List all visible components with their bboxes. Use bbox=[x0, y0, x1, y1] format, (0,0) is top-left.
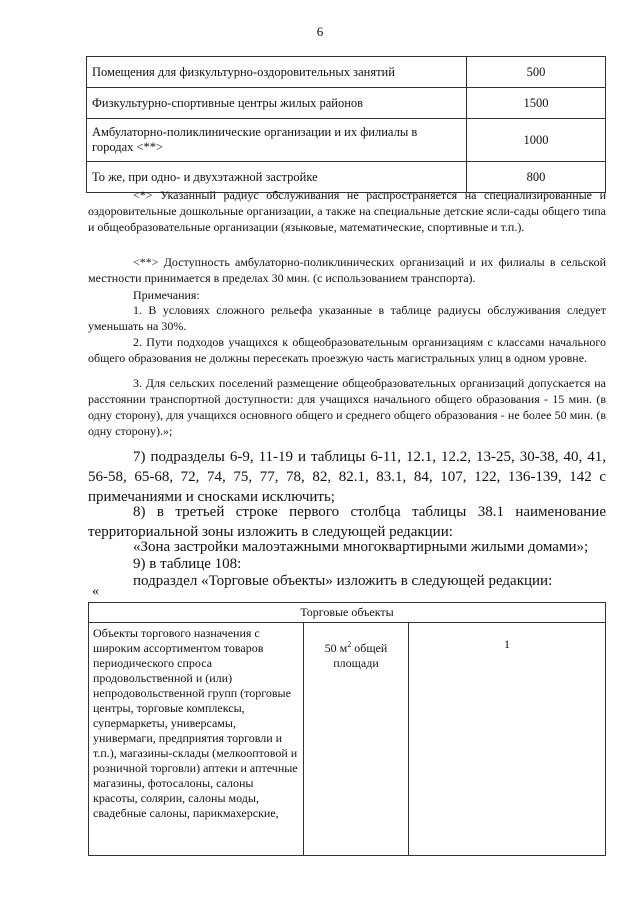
note-3: 3. Для сельских поселений размещение общеобразовательных организаций допускается на расстоянии транспортной доступности: для учащихся начального общего образования - 15 мин. (в одну сторону), для учащихся основного общего и среднего общего образования - не более 50 мин. (в одну сторону).»; bbox=[88, 376, 606, 438]
table-header: Торговые объекты bbox=[89, 603, 606, 623]
paragraph-7: 7) подразделы 6-9, 11-19 и таблицы 6-11, 12.1, 12.2, 13-25, 30-38, 40, 41, 56-58, 65-68, 72, 74, 75, 77, 78, 82, 82.1, 83.1, 84, 107, 122, 136-139, 142 с примечаниями и сносками исключить; bbox=[88, 449, 606, 505]
shop-table bbox=[88, 602, 606, 856]
paragraph-9: 9) в таблице 108: bbox=[133, 556, 242, 572]
area-unit: общей площади bbox=[333, 641, 388, 670]
table-cell-value: 800 bbox=[467, 162, 606, 193]
note-2: 2. Пути подходов учащихся к общеобразовательным организациям с классами начального общего образования не должны пересекать проезжую часть магистральных улиц в одном уровне. bbox=[88, 335, 606, 365]
table-row bbox=[87, 57, 606, 88]
area-superscript: 2 bbox=[347, 640, 352, 649]
footnote-1: <*> Указанный радиус обслуживания не распространяется на специализированные и оздоровительные дошкольные организации, а также на специальные детские ясли-сады общего типа и общеобразовательные организации (языковые, математические, спортивные и т.п.). bbox=[88, 188, 606, 234]
paragraph-8-quote: «Зона застройки малоэтажными многоквартирными жилыми домами»; bbox=[133, 539, 589, 555]
table-cell-label: Помещения для физкультурно-оздоровительных занятий bbox=[87, 57, 467, 88]
table-row bbox=[87, 119, 606, 162]
radius-table bbox=[86, 56, 606, 193]
table-cell-value: 500 bbox=[467, 57, 606, 88]
footnote-2: <**> Доступность амбулаторно-поликлинических организаций и их филиалы в сельской местности принимается в пределах 30 мин. (с использованием транспорта). bbox=[88, 255, 606, 285]
page-number: 6 bbox=[316, 24, 324, 39]
table-cell-label: Физкультурно-спортивные центры жилых районов bbox=[87, 88, 467, 119]
table-cell-label: Амбулаторно-поликлинические организации и их филиалы в городах <**> bbox=[87, 119, 467, 162]
paragraph-8: 8) в третьей строке первого столбца таблицы 38.1 наименование территориальной зоны изложить в следующей редакции: bbox=[88, 504, 606, 540]
table-row bbox=[87, 88, 606, 119]
table-cell-description: Объекты торгового назначения с широким ассортиментом товаров периодического спроса продовольственной и (или) непродовольственной групп (торговые центры, торговые комплексы, супермаркеты, универсамы, универмаги, предприятия торговли и т.п.), магазины-склады (мелкооптовой и розничной торговли) аптеки и аптечные магазины, фотосалоны, салоны красоты, солярии, салоны моды, свадебные салоны, парикмахерские, bbox=[89, 623, 304, 856]
table-row bbox=[89, 623, 606, 856]
table-cell-count: 1 bbox=[409, 623, 606, 856]
note-1: 1. В условиях сложного рельефа указанные в таблице радиусы обслуживания следует уменьшать на 30%. bbox=[88, 303, 606, 333]
table-cell-value: 1000 bbox=[467, 119, 606, 162]
table-cell-label: То же, при одно- и двухэтажной застройке bbox=[87, 162, 467, 193]
table-cell-area bbox=[304, 623, 409, 856]
table-cell-value: 1500 bbox=[467, 88, 606, 119]
paragraph-9-sub: подраздел «Торговые объекты» изложить в следующей редакции: bbox=[133, 573, 553, 589]
notes-heading: Примечания: bbox=[133, 288, 200, 302]
table-header-row bbox=[89, 603, 606, 623]
opening-quote: « bbox=[92, 584, 99, 599]
area-value: 50 м bbox=[324, 641, 348, 655]
